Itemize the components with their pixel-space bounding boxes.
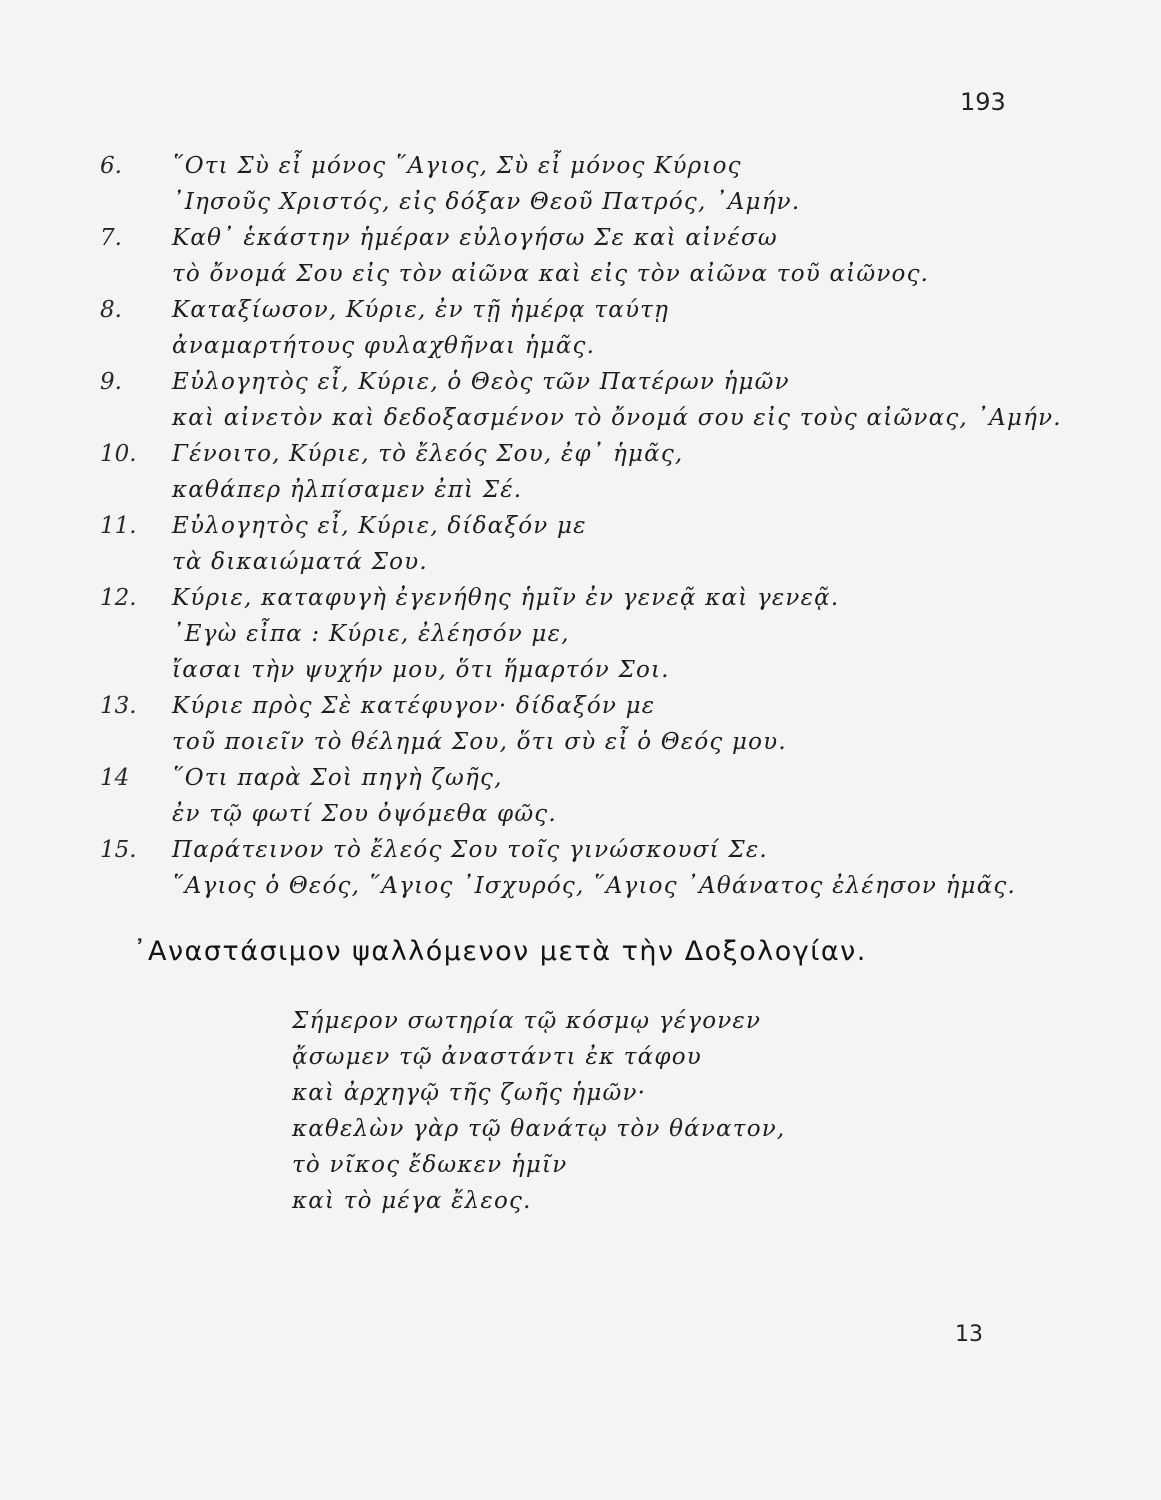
verse-number: 12. bbox=[100, 585, 137, 611]
verse-13 bbox=[100, 688, 1120, 760]
verse-line: Γένοιτο, Κύριε, τὸ ἔλεός Σου, ἐφ᾿ ἡμᾶς, bbox=[172, 441, 684, 467]
verse-11 bbox=[100, 508, 1120, 580]
verse-line: ᾿Εγὼ εἶπα : Κύριε, ἐλέησόν με, bbox=[172, 621, 570, 647]
verse-line: Παράτεινον τὸ ἔλεός Σου τοῖς γινώσκουσί Σε. bbox=[172, 837, 768, 863]
hymn-text bbox=[292, 1003, 785, 1219]
verse-10 bbox=[100, 436, 1120, 508]
verse-line: Εὐλογητὸς εἶ, Κύριε, ὁ Θεὸς τῶν Πατέρων ἡμῶν bbox=[172, 369, 790, 395]
signature-number: 13 bbox=[955, 1322, 983, 1347]
verse-line: τοῦ ποιεῖν τὸ θέλημά Σου, ὅτι σὺ εἶ ὁ Θεός μου. bbox=[172, 729, 787, 755]
verse-number: 11. bbox=[100, 513, 137, 539]
verse-text bbox=[172, 760, 1120, 832]
verse-line: καθάπερ ἠλπίσαμεν ἐπὶ Σέ. bbox=[172, 477, 523, 503]
hymn-line: ᾄσωμεν τῷ ἀναστάντι ἐκ τάφου bbox=[292, 1044, 702, 1070]
verse-text bbox=[172, 832, 1120, 904]
verse-line: καὶ αἰνετὸν καὶ δεδοξασμένον τὸ ὄνομά σου εἰς τοὺς αἰῶνας, ᾿Αμήν. bbox=[172, 405, 1062, 431]
verse-text bbox=[172, 220, 1120, 292]
verse-line: Εὐλογητὸς εἶ, Κύριε, δίδαξόν με bbox=[172, 513, 587, 539]
hymn-line: τὸ νῖκος ἔδωκεν ἡμῖν bbox=[292, 1152, 568, 1178]
verse-line: Κύριε, καταφυγὴ ἐγενήθης ἡμῖν ἐν γενεᾷ καὶ γενεᾷ. bbox=[172, 585, 840, 611]
verse-text bbox=[172, 580, 1120, 688]
verse-text bbox=[172, 148, 1120, 220]
verse-line: ῞Αγιος ὁ Θεός, ῞Αγιος ᾿Ισχυρός, ῞Αγιος ᾿Αθάνατος ἐλέησον ἡμᾶς. bbox=[172, 873, 1017, 899]
page-number: 193 bbox=[960, 88, 1006, 116]
verse-number: 7. bbox=[100, 225, 122, 251]
hymn-title: ᾿Αναστάσιμον ψαλλόμενον μετὰ τὴν Δοξολογίαν. bbox=[133, 936, 867, 967]
verse-text bbox=[172, 436, 1120, 508]
verse-line: τὸ ὄνομά Σου εἰς τὸν αἰῶνα καὶ εἰς τὸν αἰῶνα τοῦ αἰῶνος. bbox=[172, 261, 930, 287]
verse-list bbox=[100, 148, 1120, 904]
verse-line: ἴασαι τὴν ψυχήν μου, ὅτι ἥμαρτόν Σοι. bbox=[172, 657, 670, 683]
verse-number: 6. bbox=[100, 153, 122, 179]
verse-7 bbox=[100, 220, 1120, 292]
verse-8 bbox=[100, 292, 1120, 364]
verse-12 bbox=[100, 580, 1120, 688]
hymn-line: καθελὼν γὰρ τῷ θανάτῳ τὸν θάνατον, bbox=[292, 1116, 786, 1142]
verse-number: 8. bbox=[100, 297, 122, 323]
verse-text bbox=[172, 364, 1120, 436]
verse-line: ἀναμαρτήτους φυλαχθῆναι ἡμᾶς. bbox=[172, 333, 596, 359]
verse-line: τὰ δικαιώματά Σου. bbox=[172, 549, 428, 575]
verse-14 bbox=[100, 760, 1120, 832]
verse-number: 14 bbox=[100, 765, 130, 791]
hymn-line: καὶ ἀρχηγῷ τῆς ζωῆς ἡμῶν· bbox=[292, 1080, 647, 1106]
verse-text bbox=[172, 292, 1120, 364]
verse-line: Κύριε πρὸς Σὲ κατέφυγον· δίδαξόν με bbox=[172, 693, 656, 719]
verse-number: 15. bbox=[100, 837, 137, 863]
verse-line: ἐν τῷ φωτί Σου ὀψόμεθα φῶς. bbox=[172, 801, 557, 827]
verse-line: ᾿Ιησοῦς Χριστός, εἰς δόξαν Θεοῦ Πατρός, ᾿Αμήν. bbox=[172, 189, 801, 215]
verse-line: Καταξίωσον, Κύριε, ἐν τῇ ἡμέρᾳ ταύτῃ bbox=[172, 297, 670, 323]
verse-9 bbox=[100, 364, 1120, 436]
verse-6 bbox=[100, 148, 1120, 220]
verse-15 bbox=[100, 832, 1120, 904]
verse-line: Καθ᾿ ἑκάστην ἡμέραν εὐλογήσω Σε καὶ αἰνέσω bbox=[172, 225, 778, 251]
hymn-line: Σήμερον σωτηρία τῷ κόσμῳ γέγονεν bbox=[292, 1008, 762, 1034]
verse-line: ῞Οτι Σὺ εἶ μόνος ῞Αγιος, Σὺ εἶ μόνος Κύριος bbox=[172, 153, 742, 179]
verse-text bbox=[172, 508, 1120, 580]
verse-number: 9. bbox=[100, 369, 122, 395]
verse-text bbox=[172, 688, 1120, 760]
verse-number: 13. bbox=[100, 693, 137, 719]
verse-number: 10. bbox=[100, 441, 137, 467]
verse-line: ῞Οτι παρὰ Σοὶ πηγὴ ζωῆς, bbox=[172, 765, 503, 791]
hymn-line: καὶ τὸ μέγα ἔλεος. bbox=[292, 1188, 532, 1214]
